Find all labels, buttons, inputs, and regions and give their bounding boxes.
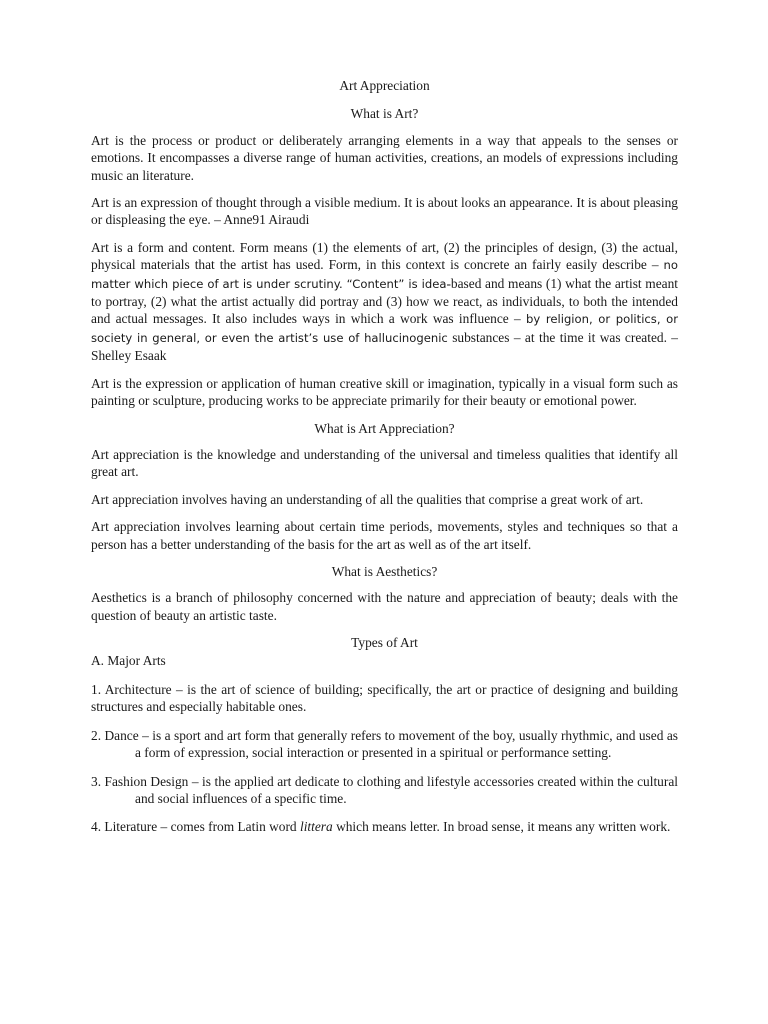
paragraph: Art appreciation is the knowledge and understanding of the universal and timeless qualities that identify all great art. [91, 446, 678, 480]
paragraph: Art appreciation involves having an understanding of all the qualities that comprise a great work of art. [91, 491, 644, 507]
list-item [91, 818, 678, 835]
paragraph [91, 239, 678, 365]
latin-word: littera [299, 819, 333, 835]
list-item-text: which means letter. In broad sense, it means any written work. [332, 819, 671, 835]
document-title: Art Appreciation [339, 78, 430, 93]
paragraph-text: substances – at the time it was created. – Shelley Esaak [91, 329, 679, 364]
subheading-major-arts: A. Major Arts [91, 652, 166, 668]
list-item: 2. Dance – is a sport and art form that generally refers to movement of the boy, usually rhythmic, and used as a form of expression, social interaction or presented in a spiritual or performance setting. [91, 727, 678, 761]
list-item: 1. Architecture – is the art of science of building; specifically, the art or practice of designing and building structures and especially habitable ones. [91, 681, 678, 715]
paragraph-text: by religion, or politics, or society in general, or even the artist’s use of hallucinogenic [91, 312, 678, 345]
paragraph: Art is the process or product or deliberately arranging elements in a way that appeals to the senses or emotions. It encompasses a diverse range of human activities, creations, an models of expressions including music an literature. [91, 132, 678, 183]
list-item-text: 4. Literature – comes from Latin word [91, 819, 300, 835]
paragraph: Aesthetics is a branch of philosophy concerned with the nature and appreciation of beauty; deals with the question of beauty an artistic taste. [91, 590, 678, 623]
list-item: 3. Fashion Design – is the applied art dedicate to clothing and lifestyle accessories created within the cultural and social influences of a specific time. [91, 773, 678, 806]
paragraph-text: Art is a form and content. Form means (1) the elements of art, (2) the principles of design, (3) the actual, physical materials that the artist has used. Form, in this context is concrete an fairly easily describe – [91, 239, 678, 273]
section-heading-art-appreciation: What is Art Appreciation? [314, 420, 455, 436]
paragraph: Art is an expression of thought through a visible medium. It is about looks an appearance. It is about pleasing or displeasing the eye. – Anne91 Airaudi [91, 195, 678, 228]
paragraph: Art is the expression or application of human creative skill or imagination, typically in a visual form such as painting or sculpture, producing works to be appreciate primarily for their beauty or emotional power. [91, 375, 678, 409]
section-heading-aesthetics: What is Aesthetics? [331, 563, 438, 579]
paragraph: Art appreciation involves learning about certain time periods, movements, styles and techniques so that a person has a better understanding of the basis for the art as well as of the art itself. [91, 519, 678, 552]
section-heading-types-of-art: Types of Art [351, 635, 418, 651]
section-heading-what-is-art: What is Art? [350, 106, 419, 122]
paragraph-text: no matter which piece of art is under scrutiny. “Content” is idea [91, 258, 678, 291]
document-page [91, 77, 678, 847]
paragraph-text: -based and means (1) what the artist meant to portray, (2) what the artist actually did portray and (3) how we react, as individuals, to both the intended and actual messages. It also includes ways in which a work was influence – [91, 275, 678, 327]
